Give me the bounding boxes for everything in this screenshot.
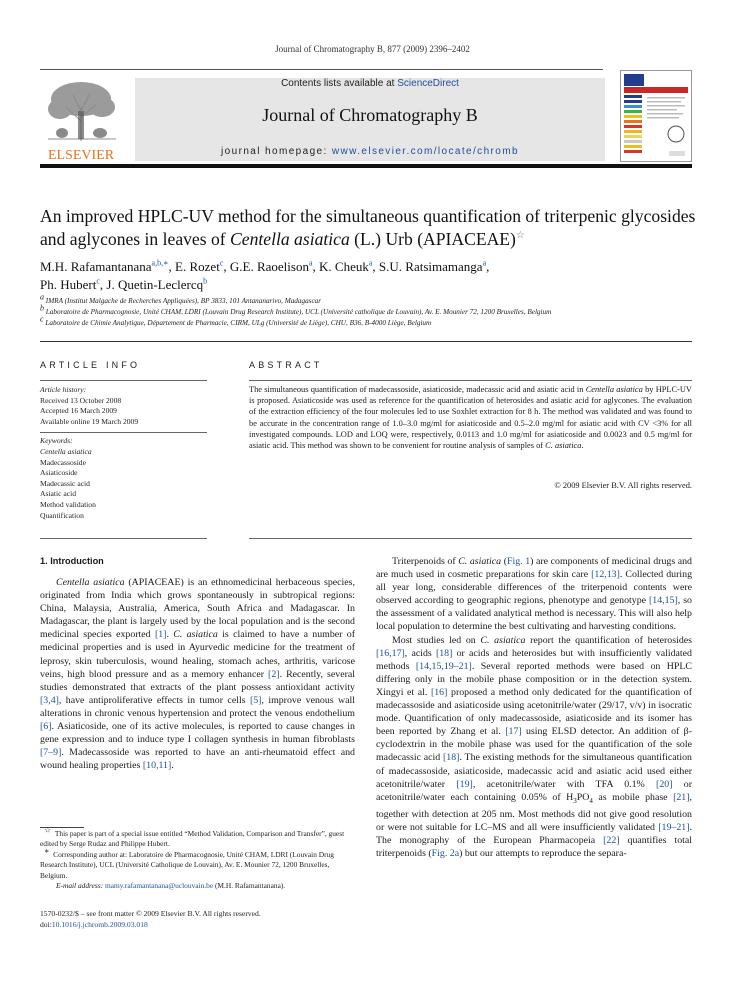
author <box>40 259 175 274</box>
title-text: An improved HPLC-UV method for the simultaneous quantification of triterpenic glycosides and aglycones in leaves of <box>40 206 696 249</box>
header-rule <box>40 69 603 70</box>
text-run: . Asiaticoside, one of its active molecules, is reported to cause changes in gene expression and to induce type I collagen synthesis in human fibroblasts <box>40 721 355 746</box>
text-run: Triterpenoids of <box>392 556 459 567</box>
citation-link[interactable]: Fig. 1 <box>506 556 531 567</box>
affiliation-mark: a <box>40 292 44 302</box>
text-run: . <box>171 760 174 772</box>
section-rule <box>40 341 692 342</box>
italic-term: C. asiatica <box>458 556 502 567</box>
citation-link[interactable]: [16,17] <box>376 647 405 659</box>
running-head: Journal of Chromatography B, 877 (2009) 2396–2402 <box>275 44 470 54</box>
history-label: Article history: <box>40 385 87 394</box>
author <box>379 259 489 274</box>
author-list <box>40 258 640 294</box>
footnote-text: This paper is part of a special issue entitled “Method Validation, Comparison and Transfer”, guest edited by Serge Rudaz and Philippe Hubert. <box>40 829 345 849</box>
abstract-species: Centella asiatica <box>585 385 643 394</box>
text-run: ( <box>501 556 507 567</box>
text-run: . Madecassoside was reported to have an anti-rheumatoid effect and wound healing properties <box>40 747 355 772</box>
text-run: PO <box>576 791 590 803</box>
homepage-link[interactable]: www.elsevier.com/locate/chromb <box>331 146 519 157</box>
text-run: proposed a method only dedicated for the quantification of madecassoside and asiaticoside using acetonitrile/water (29/17, v/v) in isocratic mode. Quantification of only madecassoside, asiaticoside and its isomer has been reported by Zhang et al. <box>376 686 693 738</box>
citation-link[interactable]: [21] <box>673 791 690 803</box>
keyword: Method validation <box>40 499 96 509</box>
abstract-heading: ABSTRACT <box>249 360 323 370</box>
author-name: K. Cheuk <box>319 259 369 274</box>
author-separator: , <box>372 259 379 274</box>
keyword: Asiatic acid <box>40 489 77 499</box>
text-run: quantifies total triterpenoids ( <box>376 834 692 860</box>
journal-title: Journal of Chromatography B <box>262 105 478 125</box>
issn-line: 1570-0232/$ – see front matter © 2009 Elsevier B.V. All rights reserved. <box>40 909 261 918</box>
title-text-end: (L.) Urb (APIACEAE) <box>349 229 516 249</box>
author-affiliation-mark[interactable]: a <box>368 258 373 268</box>
subscript: 3 <box>573 796 577 805</box>
text-run: . The monography of the European Pharmacopeia <box>376 821 692 846</box>
text-run: , so the assessment of a validated analytical method is necessary. This will also help local population to determine the best cultivating and harvesting conditions. <box>376 595 692 633</box>
abstract-segment: by HPLC-UV is proposed. Asiaticoside was used as reference for the quantification of heterosides and asiatic acid for aglycones. The evaluation of the extraction efficiency of the four molecules led to use Soxhlet extraction for 8 h. The method was validated and was found to be accurate in the concentration range of 1.0–3.0 mg/ml for asiaticoside and 0.5–2.0 mg/ml for asiatic acid with CV <3% for all investigated compounds. LOD and LOQ were, respectively, 0.0113 and 1.0 mg/ml for asiaticoside and 0.0023 and 0.5 mg/ml for asiatic acid. This method was shown to be convenient for routine analysis of samples of <box>249 385 692 451</box>
citation-link[interactable]: [10,11] <box>142 760 172 772</box>
text-run: . Collected during all year long, considerable differences of the triterpenoid contents were observed according to geographic regions, phenotype and genotype <box>376 569 693 607</box>
author-affiliation-mark[interactable]: a,b,∗ <box>151 258 169 268</box>
affiliation-mark: b <box>40 303 44 313</box>
text-run: , together with detection at 205 nm. Most methods did not give good resolution or were not suitable for LC–MS and all were insufficiently validated <box>376 791 692 833</box>
doi-line <box>40 920 355 931</box>
elsevier-logo <box>40 77 122 163</box>
sciencedirect-link[interactable]: ScienceDirect <box>397 78 459 89</box>
author-name: E. Rozet <box>175 259 220 274</box>
citation-link[interactable]: [18] <box>435 647 453 659</box>
citation-link[interactable]: [1] <box>154 629 167 641</box>
title-footnote-mark[interactable]: ☆ <box>515 230 525 242</box>
text-run: Most studies led on <box>392 634 481 646</box>
citation-link[interactable]: [14,15,19–21] <box>415 660 472 672</box>
footnote-corresponding <box>40 846 355 881</box>
text-run: is claimed to have a number of medicinal properties and is used in Ayurvedic medicine for the treatment of leprosy, skin tuberculosis, wound healing, stomach aches, arthritis, varicose veins, high blood pressure and as a memory enhancer <box>40 629 355 680</box>
section-heading-introduction: 1. Introduction <box>40 556 104 566</box>
publisher-wordmark: ELSEVIER <box>47 148 115 163</box>
subscript: 4 <box>589 796 593 805</box>
abstract-species: C. asiatica <box>545 441 582 451</box>
footnotes <box>40 825 355 891</box>
author-name: G.E. Raoelison <box>229 259 309 274</box>
text-run: or acetonitrile/water each containing 0.05% of H <box>376 778 692 803</box>
italic-term: C. asiatica <box>173 629 218 641</box>
info-bottom-rule <box>40 538 207 539</box>
email-link[interactable]: mamy.rafamantanana@uclouvain.be <box>105 881 214 891</box>
citation-link[interactable]: [18] <box>443 752 460 764</box>
issn-block <box>40 909 355 930</box>
footnote-special-issue <box>40 825 355 850</box>
author <box>319 259 379 274</box>
author-name: M.H. Rafamantanana <box>40 259 152 274</box>
article-info-panel <box>40 385 210 521</box>
affiliation <box>40 314 700 327</box>
affiliation-text: IMRA (Institut Malgache de Recherches Appliquées), BP 3833, 101 Antananarivo, Madagascar <box>45 297 322 305</box>
elsevier-tree-icon <box>40 77 122 163</box>
citation-link[interactable]: [17] <box>505 726 522 738</box>
author-affiliation-mark[interactable]: b <box>203 276 208 286</box>
keyword: Madecassoside <box>40 457 86 467</box>
keyword: Centella asiatica <box>40 446 92 456</box>
info-rule <box>40 380 207 381</box>
italic-term: C. asiatica <box>480 634 526 646</box>
journal-cover-icon <box>621 71 691 161</box>
author-separator: , <box>312 259 320 274</box>
author-name: S.U. Ratsimamanga <box>378 259 483 274</box>
author-affiliation-mark[interactable]: c <box>96 276 100 286</box>
history-accepted: Accepted 16 March 2009 <box>40 406 117 416</box>
email-owner: (M.H. Rafamantanana). <box>213 881 286 891</box>
abstract-bottom-rule <box>249 538 692 539</box>
author-affiliation-mark[interactable]: a <box>308 258 313 268</box>
contents-label: Contents lists available at <box>281 78 398 89</box>
text-run: ) but our attempts to reproduce the separa- <box>459 848 627 860</box>
title-species: Centella asiatica <box>230 229 350 249</box>
text-run: , have antiproliferative effects in tumor cells <box>58 694 250 706</box>
text-run: . Several reported methods were based on HPLC differing only in the mobile phase composition or in the detection system. Xingyi et al. <box>376 660 692 698</box>
affiliation <box>40 303 700 316</box>
author-separator: , <box>486 259 490 274</box>
contents-line <box>135 78 605 89</box>
citation-link[interactable]: [3,4] <box>40 694 59 706</box>
author-separator: , <box>168 259 176 274</box>
body-column-left <box>40 576 355 772</box>
text-run: . Recently, several studies demonstrated that extracts of the plant possess antioxidant activity <box>40 668 355 693</box>
affiliation-text: Laboratoire de Pharmacognosie, Unité CHAM, LDRI (Louvain Drug Research Institute), UCL (Université catholique de Louvain), Av. E. Mounier 72, 1200 Bruxelles, Belgium <box>45 308 552 316</box>
homepage-line <box>135 146 605 157</box>
citation-link[interactable]: Fig. 2a <box>431 848 460 860</box>
header-thick-rule <box>40 164 692 168</box>
citation-link[interactable]: [16] <box>430 686 448 698</box>
citation-link[interactable]: [12,13] <box>591 569 620 581</box>
citation-link[interactable]: [19] <box>456 778 473 790</box>
citation-link[interactable]: [14,15] <box>648 595 678 607</box>
text-run: , acids <box>404 647 436 659</box>
citation-link[interactable]: [2] <box>268 668 280 680</box>
text-run: , improve venous wall alterations in chronic venous hypertension and protect the venous endothelium <box>40 694 356 719</box>
author-name: J. Quetin-Leclercq <box>106 277 204 292</box>
text-run: using ELSD detector. An addition of β-cyclodextrin in the mobile phase was used for the quantification of the sole madecassic acid <box>376 726 692 764</box>
author-affiliation-mark[interactable]: a <box>482 258 487 268</box>
article-info-heading: ARTICLE INFO <box>40 360 141 370</box>
text-run: , acetonitrile/water with TFA 0.1% <box>472 778 657 790</box>
keywords-label: Keywords: <box>40 436 73 446</box>
abstract-copyright: © 2009 Elsevier B.V. All rights reserved. <box>554 481 692 490</box>
text-run: (APIACEAE) is an ethnomedicinal herbaceous species, originated from India which grows spontaneously in subtropical regions: China, Malaysia, Australia, America, South Africa and Madagascar. In Madagascar, the plant is largely used by the local population and is the second medicinal species exported <box>40 577 355 641</box>
history-received: Received 13 October 2008 <box>40 395 122 405</box>
history-online: Available online 19 March 2009 <box>40 416 139 426</box>
doi-link[interactable]: 10.1016/j.jchromb.2009.03.018 <box>51 919 148 929</box>
info-divider <box>40 432 207 433</box>
author-affiliation-mark[interactable]: c <box>219 258 224 268</box>
body-column-right <box>376 555 692 860</box>
footnote-mark: ∗ <box>44 846 50 856</box>
keyword: Quantification <box>40 510 84 520</box>
author <box>40 277 106 292</box>
affiliation <box>40 292 700 305</box>
text-run: ) are components of medicinal drugs and are much used in cosmetic preparations for skin care <box>376 556 692 581</box>
author <box>230 259 319 274</box>
abstract-text <box>249 384 692 451</box>
text-run: or acids and heterosides but with insufficiently validated methods <box>376 647 692 672</box>
doi-label: doi: <box>40 919 52 929</box>
text-run: report the quantification of heterosides <box>525 634 692 646</box>
keyword: Madecassic acid <box>40 478 90 488</box>
email-label: E-mail address: <box>56 881 104 891</box>
homepage-label: journal homepage: <box>221 146 332 157</box>
body-paragraph <box>376 634 692 861</box>
italic-term: Centella asiatica <box>56 577 125 588</box>
author-separator: , <box>99 277 107 292</box>
author-name: Ph. Hubert <box>40 277 97 292</box>
affiliation-text: Laboratoire de Chimie Analytique, Département de Pharmacie, CIRM, ULg (Université de Liège), CHU, B36, B-4000 Liège, Belgium <box>45 319 432 327</box>
footnote-text: Corresponding author at: Laboratoire de Pharmacognosie, Unité CHAM, LDRI (Louvain Drug Research Institute), UCL (Université Catholique de Louvain), Av. E. Mounier 72, 1200 Bruxelles, Belgium. <box>40 849 334 880</box>
citation-link[interactable]: [5] <box>249 694 262 706</box>
author-separator: , <box>223 259 230 274</box>
author <box>106 277 207 292</box>
keyword: Asiaticoside <box>40 468 78 478</box>
text-run: . The existing methods for the simultaneous quantification of madecassoside, asiaticoside, madecassic acid and asiatic acid used either acetonitrile/water <box>376 752 692 790</box>
footnote-mark: ☆ <box>44 825 52 835</box>
affiliation-mark: c <box>40 314 44 324</box>
article-title <box>40 205 700 251</box>
abstract-segment: . <box>581 441 584 451</box>
citation-link[interactable]: [20] <box>656 778 673 790</box>
journal-cover-thumbnail <box>620 70 692 162</box>
citation-link[interactable]: [7–9] <box>40 747 62 759</box>
citation-link[interactable]: [19–21] <box>658 821 690 833</box>
abstract-rule <box>249 380 692 381</box>
citation-link[interactable]: [6] <box>40 721 52 733</box>
abstract-segment: The simultaneous quantification of madecassoside, asiaticoside, madecassic acid and asiatic acid in <box>249 385 586 394</box>
body-paragraph <box>376 555 692 634</box>
text-run: as mobile phase <box>592 791 674 803</box>
footnote-email <box>40 881 355 891</box>
text-run: . <box>166 629 174 641</box>
citation-link[interactable]: [22] <box>603 834 620 846</box>
author <box>175 259 230 274</box>
